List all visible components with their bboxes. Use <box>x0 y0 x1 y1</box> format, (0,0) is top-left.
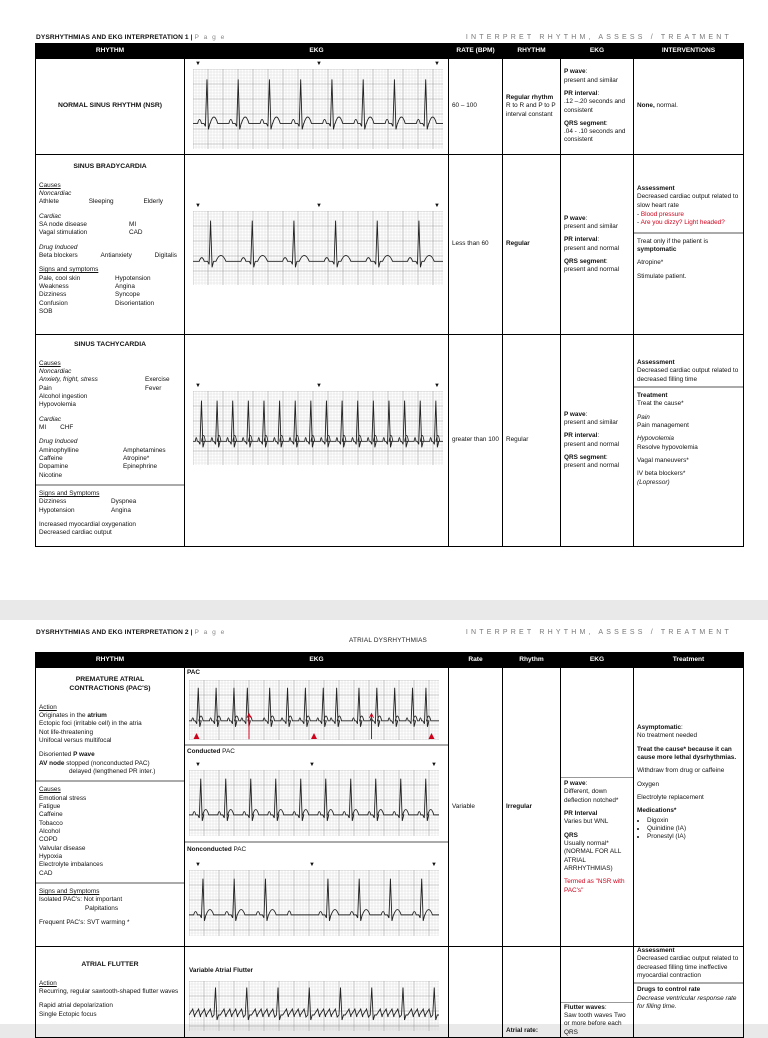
list-item: Sleeping <box>88 198 114 206</box>
rhythm-name: SINUS BRADYCARDIA <box>73 163 147 170</box>
header-title: DYSRHYTHMIAS AND EKG INTERPRETATION 1 | P a g e <box>36 34 226 41</box>
strip-label: Nonconducted PAC <box>187 846 247 853</box>
pac-strips <box>185 668 448 946</box>
medications-label: Medications* <box>637 807 677 815</box>
col-rhythm: RHYTHM <box>36 44 185 59</box>
list-item: Digitalis <box>154 252 177 260</box>
stimulate-text: Stimulate patient. <box>637 272 687 280</box>
hypovolemia-label: Hypovolemia <box>637 435 674 443</box>
list-item: Recurring, regular sawtooth-shaped flutter waves <box>39 988 179 996</box>
ekg-strip-tachy <box>193 383 443 473</box>
rhythm-table-2 <box>35 652 744 1038</box>
flutter-waves-text: Saw tooth waves Two or more before each QRS <box>564 1012 626 1036</box>
interv-bold: None, <box>637 102 655 110</box>
beat-marker-icon: ▼ <box>195 203 201 209</box>
rhythm-text: R to R and P to P interval constant <box>506 102 556 118</box>
ekg-strip-svg <box>189 770 439 836</box>
cardiac-label: Cardiac <box>39 212 62 220</box>
ekg-strip-svg <box>193 391 443 465</box>
assessment-label: Assessment <box>637 947 675 954</box>
col-rate: RATE (BPM) <box>449 44 503 59</box>
list-item: Fatigue <box>39 802 61 810</box>
rate-value: Less than 60 <box>449 155 503 335</box>
list-item: Not life-threatening <box>39 728 93 736</box>
list-item: SA node disease MI <box>39 221 137 229</box>
beat-marker-icon: ▼ <box>316 203 322 209</box>
qrs-text: Usually normal* (NORMAL FOR ALL ATRIAL ARRHYTHMIAS) <box>564 840 622 872</box>
beat-marker-icon: ▼ <box>309 862 315 868</box>
signs-label: Signs and symptoms <box>39 266 99 274</box>
list-item: - Are you dizzy? Light headed? <box>637 219 740 227</box>
ekg-trace <box>189 688 439 727</box>
list-item: Vagal stimulation CAD <box>39 229 143 237</box>
list-item: Pain Fever <box>39 384 162 392</box>
rhythm-desc: Irregular <box>503 668 561 947</box>
table-row-brady <box>36 155 744 335</box>
ekg-cell <box>185 668 449 947</box>
electrolyte-text: Electrolyte replacement <box>637 793 704 801</box>
col-ekg: EKG <box>185 44 449 59</box>
action-label: Action <box>39 979 57 987</box>
noncardiac-label: Noncardiac <box>39 368 72 376</box>
col-interventions: INTERVENTIONS <box>634 44 744 59</box>
drug-list <box>39 252 181 260</box>
p-wave-text: Different, down deflection notched* <box>564 788 619 804</box>
pr-text: present and normal <box>564 440 620 448</box>
oxygen-text: Oxygen <box>637 780 660 788</box>
ekg-cell <box>185 155 449 335</box>
causes-label: Causes <box>39 359 61 367</box>
list-item: Electrolyte imbalances <box>39 861 103 869</box>
list-item: Dizziness Dyspnea <box>39 498 137 506</box>
beat-marker-icon: ▼ <box>195 61 201 67</box>
pac-rhythm-cell <box>36 668 185 947</box>
list-item: Alcohol <box>39 827 60 835</box>
pr-text: .12 –.20 seconds and consistent <box>564 98 626 114</box>
action-label: Action <box>39 703 57 711</box>
qrs-label: QRS segment <box>564 257 606 265</box>
rhythm-name: ATRIAL FLUTTER <box>81 961 139 968</box>
treatment-text: Treat the cause* <box>637 400 684 408</box>
strip-label: Variable Atrial Flutter <box>189 967 254 974</box>
list-item: Antianxiety <box>100 252 132 260</box>
treat-text: Treat only if the patient is <box>637 237 709 245</box>
list-item: • Quinidine (IA) <box>647 825 740 833</box>
table-header-row <box>36 653 744 668</box>
list-item: Rapid atrial depolarization <box>39 1002 113 1010</box>
p-wave-label: P wave <box>564 214 586 222</box>
pr-label: PR interval <box>564 236 598 244</box>
beat-marker-icon: ▼ <box>431 762 437 768</box>
pain-label: Pain <box>637 413 650 421</box>
assessment-label: Assessment <box>637 185 675 192</box>
col-rate: Rate <box>449 653 503 668</box>
asymptomatic-text: No treatment needed <box>637 732 698 740</box>
ekg-strip-svg <box>193 69 443 149</box>
pr-label: PR interval <box>564 432 598 440</box>
rate-value: 60 – 100 <box>449 59 503 155</box>
medications-list <box>637 817 740 842</box>
list-item: Alcohol ingestion <box>39 393 88 401</box>
list-item: AV node stopped (nonconducted PAC) <box>39 759 150 767</box>
ekg-strip-brady <box>193 203 443 293</box>
ekg-trace <box>189 988 439 1021</box>
p-wave-label: P wave <box>564 780 586 788</box>
assessment-label: Assessment <box>637 359 675 366</box>
beat-marker-icon: ▼ <box>195 762 201 768</box>
lopressor-text: (Lopressor) <box>637 478 670 486</box>
atrial-rate-label: Atrial rate: <box>506 1026 538 1034</box>
list-item: Dopamine Epinephrine <box>39 463 158 471</box>
list-item: Aminophylline Amphetamines <box>39 446 166 454</box>
list-item: Beta blockers <box>39 252 78 260</box>
cardiac-label: Cardiac <box>39 415 62 423</box>
brady-rhythm-cell <box>36 155 185 335</box>
drug-label: Drug Induced <box>39 243 78 251</box>
list-item: Increased myocardial oxygenation <box>39 521 136 529</box>
treat-bold: symptomatic <box>637 245 677 253</box>
list-item: Disoriented P wave <box>39 751 95 759</box>
list-item: Anxiety, fright, stress Exercise <box>39 376 170 384</box>
ekg-strip-svg <box>189 680 439 740</box>
rhythm-name: SINUS TACHYCARDIA <box>74 341 146 348</box>
asymptomatic-label: Asymptomatic <box>637 724 682 731</box>
list-item: Hypovolemia <box>39 401 76 409</box>
pr-text: present and normal <box>564 244 620 252</box>
rhythm-label: Regular rhythm <box>506 94 554 101</box>
list-item: Valvular disease <box>39 844 86 852</box>
ekg-desc: P wave: Different, down deflection notched* PR Interval Varies but WNL QRS Usually normal* (NORMAL FOR ALL ATRIAL ARRHYTHMIAS) Termed as "NSR with PAC's" <box>561 668 634 947</box>
header-title: DYSRHYTHMIAS AND EKG INTERPRETATION 2 | P a g e <box>36 629 226 636</box>
drug-label: Drug Induced <box>39 438 78 446</box>
treat-cause-text: Treat the cause* because it can cause more lethal dysrhythmias. <box>637 745 737 761</box>
atropine-text: Atropine* <box>637 259 664 267</box>
assessment-text: Decreased cardiac output related to decreased filling time ineffective myocardial contraction <box>637 955 739 979</box>
ekg-grid <box>193 211 443 285</box>
ekg-strip-svg <box>193 211 443 285</box>
list-item: Weakness Angina <box>39 283 135 291</box>
qrs-label: QRS <box>564 831 578 839</box>
pain-text: Pain management <box>637 421 689 429</box>
p-wave-text: present and similar <box>564 418 618 426</box>
list-item: CAD <box>39 869 53 877</box>
pr-text: Varies but WNL <box>564 818 609 826</box>
ekg-grid <box>189 680 439 740</box>
signs-label: Signs and Symptoms <box>39 490 100 498</box>
qrs-text: present and normal <box>564 462 620 470</box>
causes-label: Causes <box>39 786 61 794</box>
list-item: CHF <box>60 424 74 432</box>
table-row-pac <box>36 668 744 947</box>
interventions <box>634 335 744 547</box>
table-header-row <box>36 44 744 59</box>
list-item: SOB <box>39 308 53 316</box>
tachy-rhythm-cell <box>36 335 185 547</box>
list-item: - Blood pressure <box>637 211 740 219</box>
ekg-grid <box>189 870 439 936</box>
list-item: Originates in the atrium <box>39 711 107 719</box>
list-item: Caffeine Atropine* <box>39 455 150 463</box>
assessment-list <box>637 211 740 228</box>
causes-label: Causes <box>39 181 61 189</box>
p-wave-label: P wave <box>564 410 586 418</box>
ekg-grid <box>193 69 443 149</box>
ekg-desc: Flutter waves: Saw tooth waves Two or more before each QRS <box>561 947 634 1038</box>
rhythm-name: PREMATURE ATRIAL CONTRACTIONS (PAC'S) <box>69 676 151 692</box>
hypovolemia-text: Resolve hypovolemia <box>637 443 698 451</box>
noncardiac-label: Noncardiac <box>39 190 72 198</box>
noncardiac-list <box>39 198 181 206</box>
qrs-text: .04 - .10 seconds and consistent <box>564 128 626 144</box>
vagal-text: Vagal maneuvers* <box>637 456 689 464</box>
ekg-cell <box>185 59 449 155</box>
rhythm-name: NORMAL SINUS RHYTHM (NSR) <box>36 59 185 155</box>
col-rhythm-2: RHYTHM <box>503 44 561 59</box>
assessment-text: Decreased cardiac output related to slow heart rate <box>637 193 739 209</box>
beat-marker-icon: ▼ <box>434 383 440 389</box>
p-wave-label: P wave <box>564 68 586 76</box>
qrs-label: QRS segment <box>564 119 606 127</box>
list-item: Dizziness Syncope <box>39 291 140 299</box>
table-row-nsr <box>36 59 744 155</box>
list-item: Athlete <box>39 198 59 206</box>
list-item: MI <box>39 424 47 432</box>
beat-marker-icon: ▼ <box>434 203 440 209</box>
flutter-waves-label: Flutter waves <box>564 1003 605 1011</box>
list-item: COPD <box>39 836 58 844</box>
col-rhythm-2: Rhythm <box>503 653 561 668</box>
ekg-desc: P wave: present and similar PR interval: present and normal QRS segment: present and normal <box>561 155 634 335</box>
beat-marker-icon: ▼ <box>434 61 440 67</box>
interventions <box>634 59 744 155</box>
p-wave-text: present and similar <box>564 222 618 230</box>
header-subtitle: INTERPRET RHYTHM, ASSESS / TREATMENT <box>465 629 732 636</box>
list-item: • Pronestyl (IA) <box>647 833 740 841</box>
beat-marker-icon: ▼ <box>195 383 201 389</box>
table-row-tachy <box>36 335 744 547</box>
qrs-label: QRS segment <box>564 453 606 461</box>
pac-marker-icon <box>370 714 374 739</box>
section-title: ATRIAL DYSRHYTHMIAS <box>349 637 428 644</box>
list-item: Confusion Disorientation <box>39 299 155 307</box>
strip-label: PAC <box>187 669 201 676</box>
treatment-label: Treatment <box>637 391 668 399</box>
beat-marker-icon: ▼ <box>316 383 322 389</box>
col-rhythm: RHYTHM <box>36 653 185 668</box>
list-item: Palpitations <box>85 904 119 912</box>
p-wave-text: present and similar <box>564 76 618 84</box>
pr-label: PR Interval <box>564 810 598 818</box>
interv-text: normal. <box>654 102 678 110</box>
strip-label: Conducted PAC <box>187 748 235 755</box>
rhythm-desc: Regular <box>503 155 561 335</box>
assessment-text: Decreased cardiac output related to decreased filling time <box>637 367 739 383</box>
col-ekg-2: EKG <box>561 653 634 668</box>
ekg-strip-nsr <box>193 61 443 151</box>
list-item: Ectopic foci (irritable cell) in the atria <box>39 720 142 728</box>
qrs-text: present and normal <box>564 266 620 274</box>
col-treatment: Treatment <box>634 653 744 668</box>
rhythm-desc <box>503 59 561 155</box>
rhythm-desc: Regular <box>503 335 561 547</box>
beat-marker-icon: ▼ <box>316 61 322 67</box>
col-ekg: EKG <box>185 653 449 668</box>
list-item: Hypoxia <box>39 852 63 860</box>
list-item: • Digoxin <box>647 817 740 825</box>
pac-marker-icon <box>247 714 251 739</box>
ekg-desc: P wave: present and similar PR interval: .12 –.20 seconds and consistent QRS segment: .04 - .10 seconds and consistent <box>561 59 634 155</box>
rate-value: greater than 100 <box>449 335 503 547</box>
beat-marker-icon: ▼ <box>195 862 201 868</box>
list-item: Pale, cool skin Hypotension <box>39 274 151 282</box>
list-item: Hypotension Angina <box>39 506 131 514</box>
interventions <box>634 155 744 335</box>
list-item: Caffeine <box>39 811 63 819</box>
list-item: Frequent PAC's: SVT warming * <box>39 918 130 926</box>
list-item: delayed (lengthened PR inter.) <box>69 767 156 775</box>
header-subtitle: INTERPRET RHYTHM, ASSESS / TREATMENT <box>465 34 732 41</box>
list-item: Decreased cardiac output <box>39 529 112 537</box>
list-item: Single Ectopic focus <box>39 1010 97 1018</box>
ekg-cell <box>185 335 449 547</box>
pr-label: PR interval <box>564 89 598 97</box>
termed-text: Termed as "NSR with PAC's" <box>564 878 625 894</box>
list-item: Isolated PAC's: Not important <box>39 896 123 904</box>
beat-marker-icon: ▼ <box>431 862 437 868</box>
drugs-label: Drugs to control rate <box>637 986 701 994</box>
beat-marker-icon: ▼ <box>309 762 315 768</box>
list-item: Emotional stress <box>39 794 87 802</box>
withdraw-text: Withdraw from drug or caffeine <box>637 767 725 775</box>
drugs-text: Decrease ventricular response rate for filling time. <box>637 994 737 1010</box>
ivbeta-text: IV beta blockers* <box>637 470 686 478</box>
rhythm-table-1 <box>35 43 744 547</box>
list-item: Elderly <box>143 198 163 206</box>
signs-label: Signs and Symptoms <box>39 887 100 895</box>
list-item: Unifocal versus multifocal <box>39 736 112 744</box>
ekg-desc: P wave: present and similar PR interval: present and normal QRS segment: present and normal <box>561 335 634 547</box>
ekg-strip-svg <box>189 870 439 936</box>
col-ekg-2: EKG <box>561 44 634 59</box>
treatment: Asymptomatic: No treatment needed Treat the cause* because it can cause more lethal dysrhythmias. Withdraw from drug or caffeine Oxygen Electrolyte replacement Medications* • Digoxin • Quinidine (IA) • Pronestyl (IA) <box>634 668 744 947</box>
rate-value: Variable <box>449 668 503 947</box>
cardiac-list <box>39 424 181 432</box>
list-item: Tobacco <box>39 819 63 827</box>
list-item: Nicotine <box>39 471 63 479</box>
